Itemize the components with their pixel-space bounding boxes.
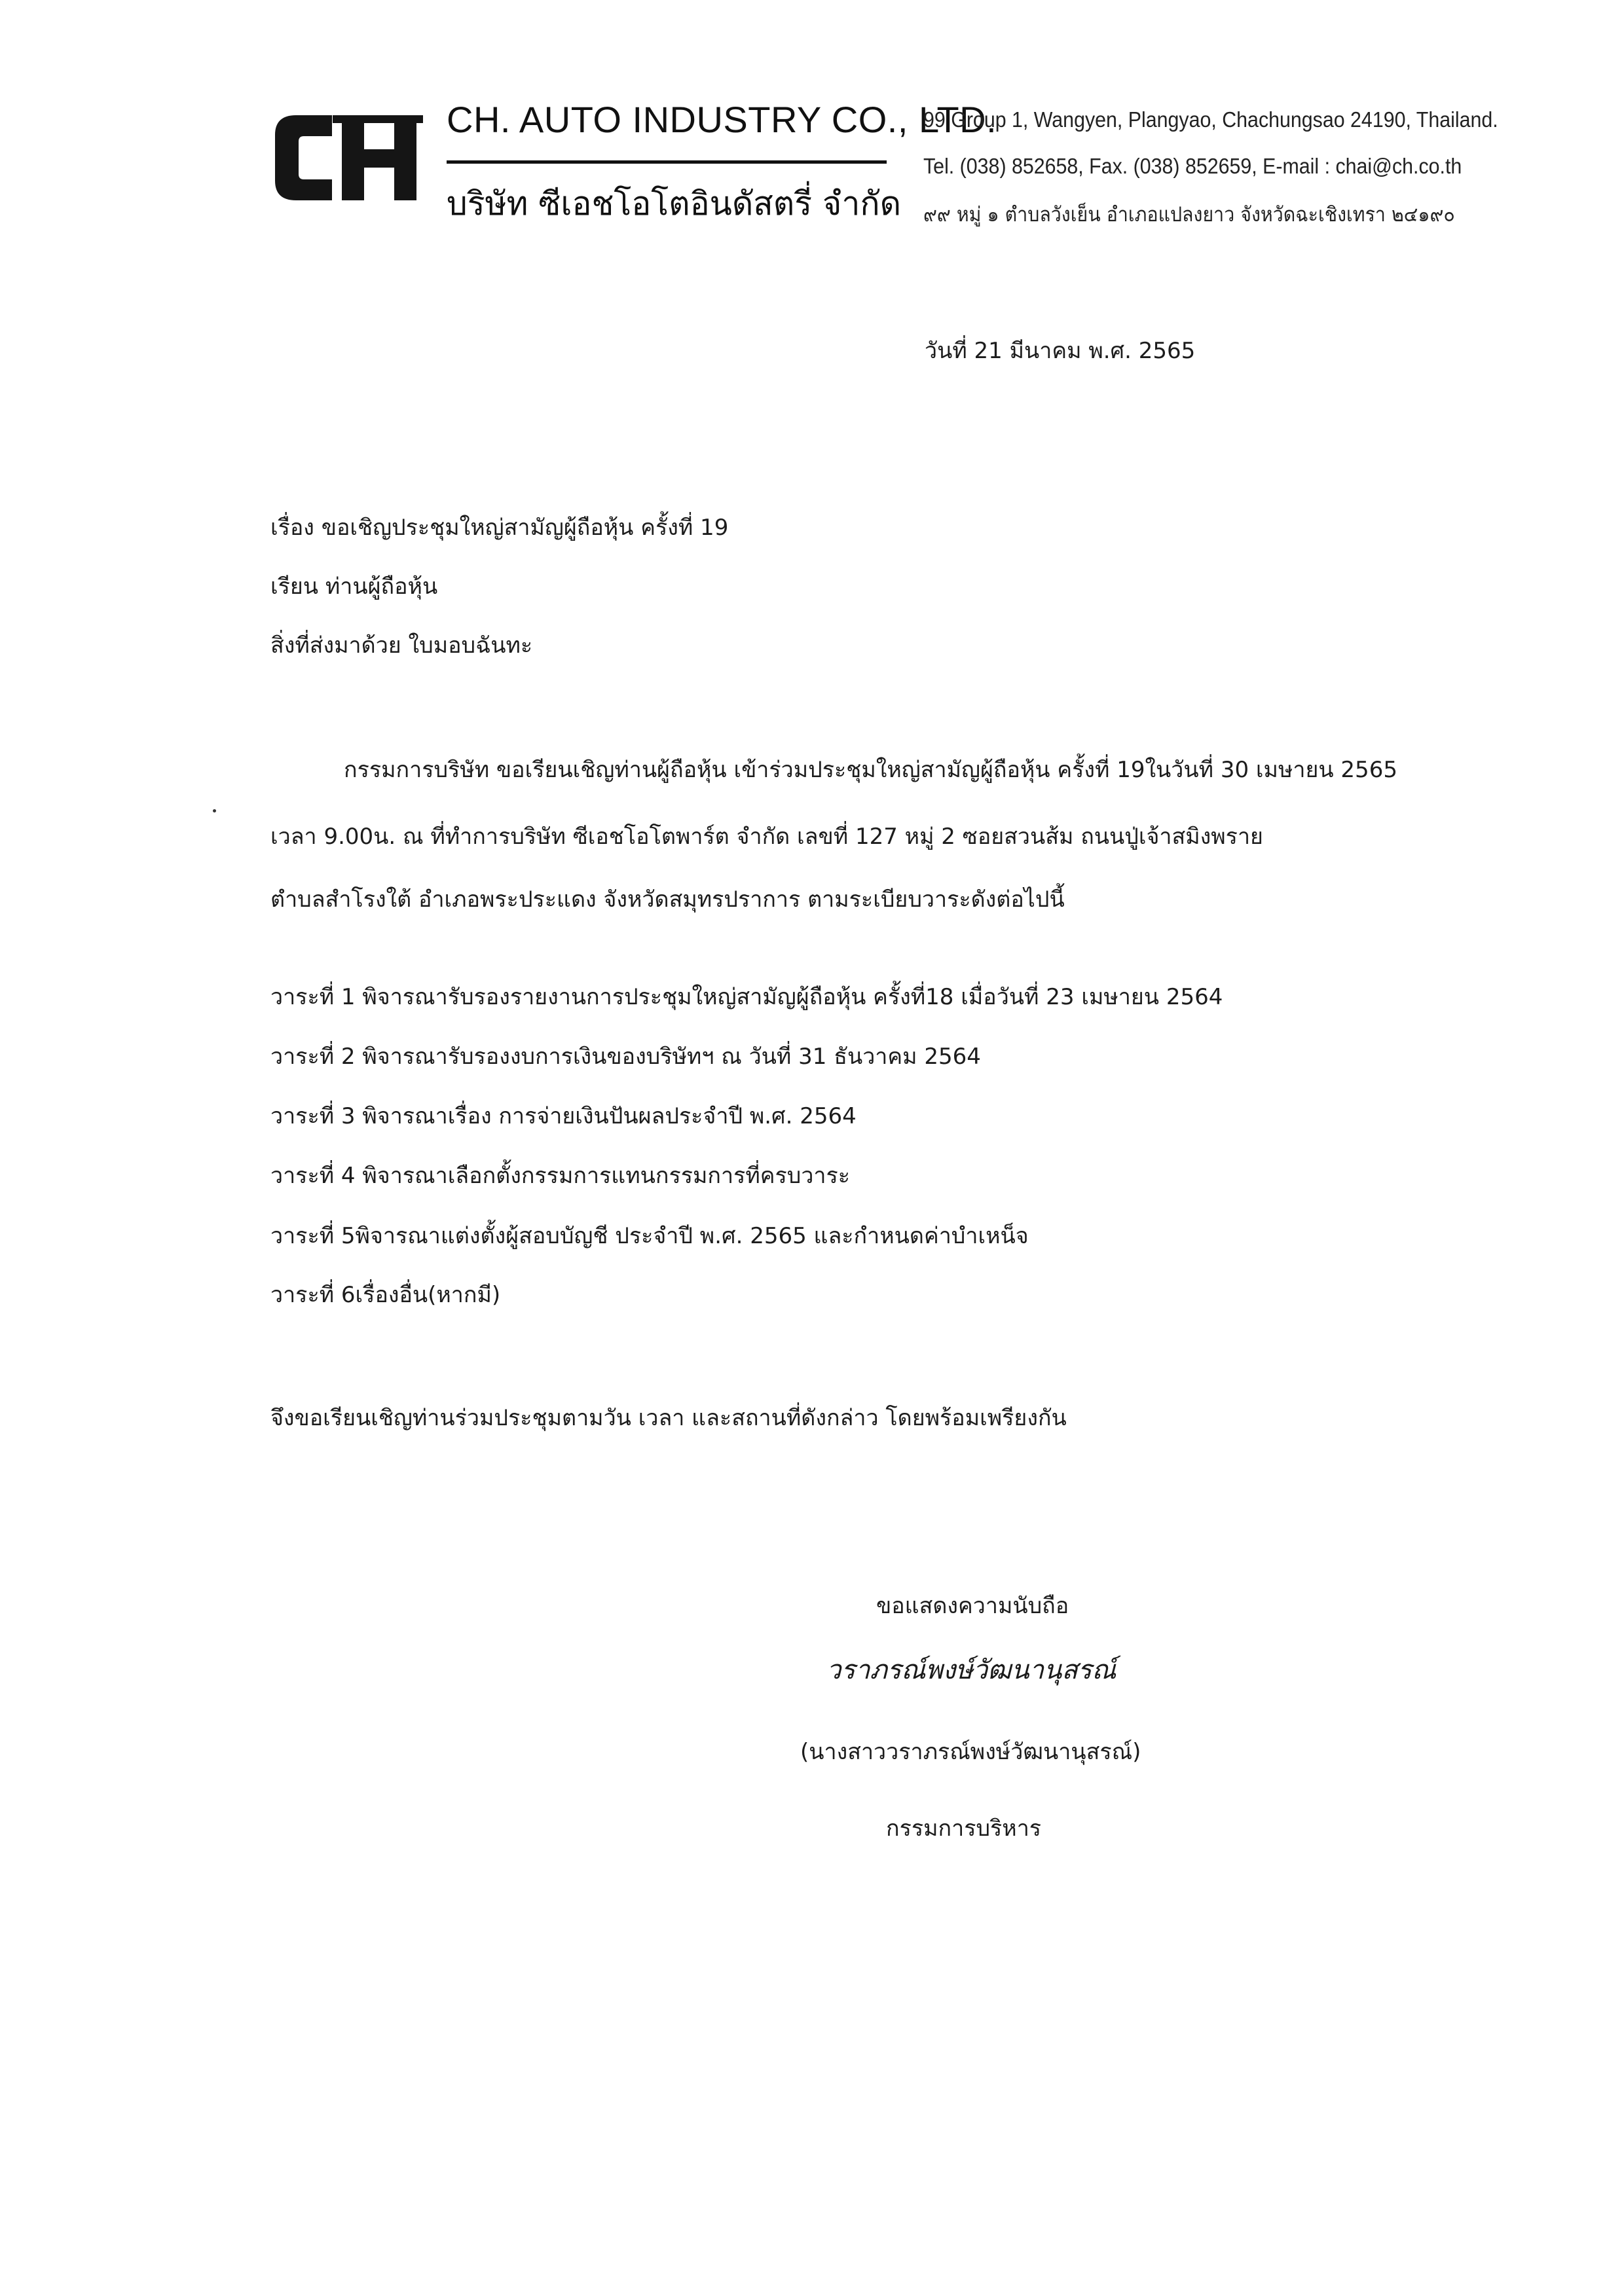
- header-divider: [447, 160, 887, 164]
- agenda-item: วาระที่ 6เรื่องอื่น(หากมี): [270, 1282, 501, 1308]
- agenda-item: วาระที่ 2 พิจารณารับรองงบการเงินของบริษัทฯ ณ วันที่ 31 ธันวาคม 2564: [270, 1044, 981, 1070]
- complimentary-close: ขอแสดงความนับถือ: [876, 1593, 1069, 1619]
- letter-date: วันที่ 21 มีนาคม พ.ศ. 2565: [925, 338, 1196, 364]
- letter-enclosure: สิ่งที่ส่งมาด้วย ใบมอบฉันทะ: [270, 632, 533, 659]
- body-line: กรรมการบริษัท ขอเรียนเชิญท่านผู้ถือหุ้น เข้าร่วมประชุมใหญ่สามัญผู้ถือหุ้น ครั้งที่ 19ในวันที่ 30 เมษายน 2565: [344, 757, 1397, 783]
- company-contact: Tel. (038) 852658, Fax. (038) 852659, E-mail : chai@ch.co.th: [923, 154, 1462, 178]
- company-address-th: ๙๙ หมู่ ๑ ตำบลวังเย็น อำเภอแปลงยาว จังหวัดฉะเชิงเทรา ๒๔๑๙๐: [923, 203, 1455, 227]
- signature: วราภรณ์พงษ์วัฒนานุสรณ์: [826, 1655, 1116, 1685]
- letter-recipient: เรียน ท่านผู้ถือหุ้น: [270, 574, 438, 600]
- body-line: เวลา 9.00น. ณ ที่ทำการบริษัท ซีเอชโอโตพาร์ต จำกัด เลขที่ 127 หมู่ 2 ซอยสวนส้ม ถนนปู่เจ้าสมิงพราย: [270, 824, 1263, 850]
- signer-name: (นางสาววราภรณ์พงษ์วัฒนานุสรณ์): [800, 1739, 1141, 1765]
- signer-title: กรรมการบริหาร: [886, 1815, 1042, 1842]
- letter-subject: เรื่อง ขอเชิญประชุมใหญ่สามัญผู้ถือหุ้น ครั้งที่ 19: [270, 515, 729, 541]
- company-name-en: CH. AUTO INDUSTRY CO., LTD.: [447, 99, 997, 140]
- agenda-item: วาระที่ 1 พิจารณารับรองรายงานการประชุมใหญ่สามัญผู้ถือหุ้น ครั้งที่18 เมื่อวันที่ 23 เมษายน 2564: [270, 984, 1223, 1010]
- scan-speck: [213, 809, 216, 812]
- company-address-en: 99 Group 1, Wangyen, Plangyao, Chachungsao 24190, Thailand.: [923, 107, 1498, 132]
- company-logo: [270, 109, 424, 207]
- agenda-item: วาระที่ 3 พิจารณาเรื่อง การจ่ายเงินปันผลประจำปี พ.ศ. 2564: [270, 1103, 857, 1129]
- agenda-item: วาระที่ 5พิจารณาแต่งตั้งผู้สอบบัญชี ประจำปี พ.ศ. 2565 และกำหนดค่าบำเหน็จ: [270, 1223, 1029, 1249]
- agenda-item: วาระที่ 4 พิจารณาเลือกตั้งกรรมการแทนกรรมการที่ครบวาระ: [270, 1163, 851, 1189]
- closing-paragraph: จึงขอเรียนเชิญท่านร่วมประชุมตามวัน เวลา และสถานที่ดังกล่าว โดยพร้อมเพรียงกัน: [270, 1405, 1067, 1431]
- body-line: ตำบลสำโรงใต้ อำเภอพระประแดง จังหวัดสมุทรปราการ ตามระเบียบวาระดังต่อไปนี้: [270, 886, 1065, 913]
- company-name-th: บริษัท ซีเอชโอโตอินดัสตรี่ จำกัด: [447, 185, 902, 223]
